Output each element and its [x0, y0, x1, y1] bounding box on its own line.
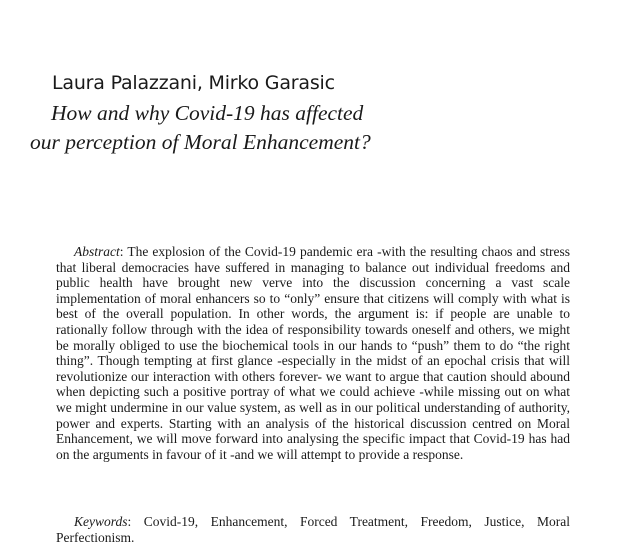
title-line-2: our perception of Moral Enhancement? [30, 130, 371, 154]
abstract-label: Abstract [74, 244, 120, 259]
abstract-paragraph [56, 244, 570, 462]
abstract-label-colon: : [119, 244, 128, 259]
abstract-text: The explosion of the Covid-19 pandemic era -with the resulting chaos and stress that liberal democracies have suffered in managing to balance out individual freedoms and public health have brought new verve into the discussion concerning a vast scale implementation of moral enhancers so to “only” ensure that citizens will comply with what is best of the overall population. In other words, the argument is: if people are unable to rationally follow through with the idea of responsibility towards oneself and others, we might be morally obliged to use the biochemical tools in our hands to “push” them to do “the right thing”. Though tempting at first glance -especially in the midst of an epochal crisis that will revolutionize our interaction with others forever- we want to argue that caution should abound when depicting such a positive portray of what we could achieve -while missing out on what we might undermine in our value system, as well as in our political understanding of authority, power and experts. Starting with an analysis of the historical discussion centred on Moral Enhancement, we will move forward into analysing the specific impact that Covid-19 has had on the arguments in favour of it -and we will attempt to provide a response. [56, 244, 570, 462]
keywords-text: Covid-19, Enhancement, Forced Treatment, Freedom, Justice, Moral Perfectionism. [56, 514, 570, 545]
keywords-label: Keywords [74, 514, 128, 529]
authors: Laura Palazzani, Mirko Garasic [52, 72, 335, 94]
keywords-label-colon: : [127, 514, 144, 529]
title-line-1: How and why Covid-19 has affected [51, 101, 364, 125]
keywords-paragraph [56, 514, 570, 545]
